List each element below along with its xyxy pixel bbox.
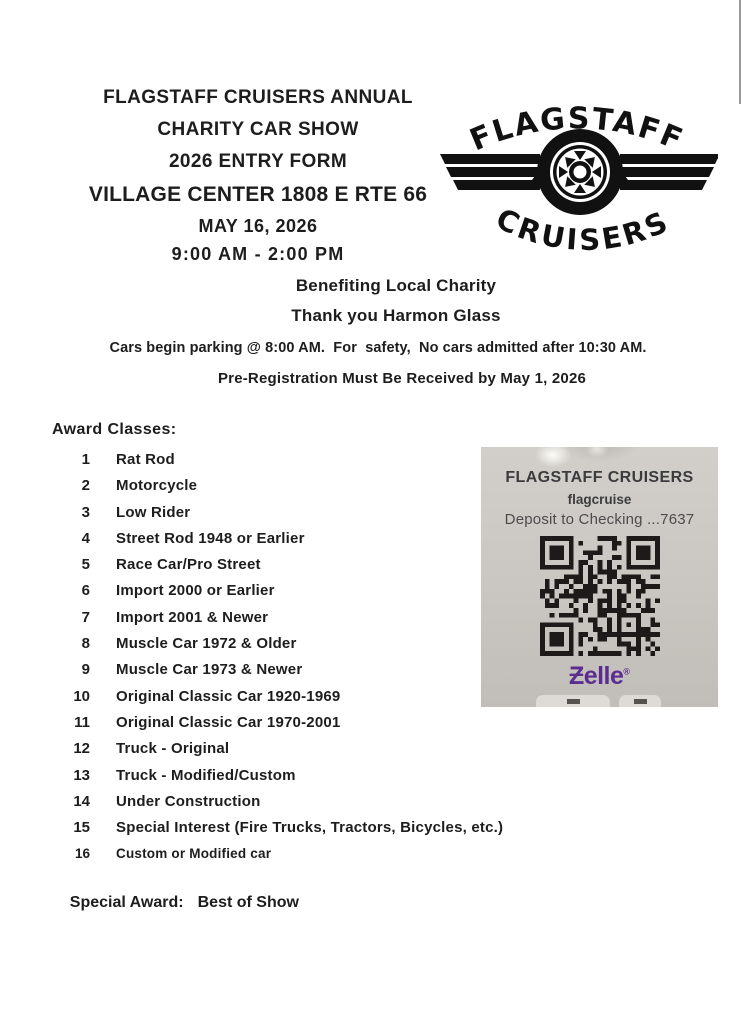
flyer-title-line: CHARITY CAR SHOW [157,119,359,140]
award-class-label: Original Classic Car 1970-2001 [116,713,341,731]
venue-line: VILLAGE CENTER 1808 E RTE 66 [88,183,428,206]
zelle-logo [481,662,718,691]
award-class-row [52,841,612,867]
award-class-label: Muscle Car 1972 & Older [116,635,297,653]
wing-left-icon [440,154,540,190]
zelle-payment-photo [481,447,718,707]
time-line: 9:00 AM - 2:00 PM [171,244,345,264]
award-class-label: Race Car/Pro Street [116,556,261,574]
button-glyph-icon [634,699,647,704]
award-class-number: 11 [74,713,90,731]
logo-arc-bottom-text: CRUISERS [490,201,676,256]
award-class-number: 14 [73,792,90,810]
qr-code [540,536,660,656]
zelle-deposit-line: Deposit to Checking ...7637 [504,511,695,528]
award-class-label: Street Rod 1948 or Earlier [116,529,305,547]
award-class-number: 2 [81,477,90,495]
wing-right-icon [620,154,718,190]
award-class-label: Custom or Modified car [116,846,272,862]
photo-partial-button-right [619,695,661,707]
award-class-number: 1 [81,451,90,468]
wheel-icon [537,129,623,215]
flyer-title-line: FLAGSTAFF CRUISERS ANNUAL [103,87,413,108]
date-line: MAY 16, 2026 [198,216,318,236]
award-classes-heading: Award Classes: [52,421,177,438]
award-class-number: 7 [81,608,90,626]
registered-trademark-icon: ® [623,666,631,677]
award-class-number: 4 [81,529,90,547]
title-block [58,82,458,268]
parking-line: Cars begin parking @ 8:00 AM. For safety, No cars admitted after 10:30 AM. [109,340,647,356]
award-class-row [52,710,612,736]
award-class-label: Low Rider [116,503,191,521]
preregistration-line: Pre-Registration Must Be Received by May 1, 2026 [217,370,587,387]
special-award-label: Special Award: [69,894,184,911]
button-glyph-icon [567,699,580,704]
award-class-number: 8 [81,635,90,653]
thanks-line: Thank you Harmon Glass [291,306,501,325]
award-class-number: 16 [74,846,90,862]
flagstaff-cruisers-logo [434,84,718,256]
award-class-label: Truck - Modified/Custom [116,766,296,784]
award-class-number: 13 [73,766,90,784]
award-class-label: Rat Rod [116,451,175,468]
award-class-row [52,815,612,841]
special-award-line [52,876,299,930]
award-class-label: Truck - Original [116,740,230,758]
award-class-number: 15 [73,819,90,837]
award-class-number: 12 [73,740,90,758]
zelle-handle: flagcruise [567,492,632,507]
award-class-label: Special Interest (Fire Trucks, Tractors, Bicycles, etc.) [116,819,504,837]
award-class-label: Import 2001 & Newer [116,608,269,626]
award-class-label: Original Classic Car 1920-1969 [116,687,341,705]
special-award-value: Best of Show [197,894,299,911]
award-class-row [52,763,612,789]
award-class-label: Import 2000 or Earlier [116,582,275,600]
flyer-title-line: 2026 ENTRY FORM [168,151,348,172]
award-class-number: 3 [81,503,90,521]
award-class-number: 5 [81,556,90,574]
logo-arc-top-text: FLAGSTAFF [465,101,689,159]
award-class-label: Under Construction [116,792,261,810]
award-class-row [52,736,612,762]
award-class-number: 10 [73,687,90,705]
award-class-label: Motorcycle [116,477,198,495]
zelle-account-title: FLAGSTAFF CRUISERS [505,469,694,486]
scan-artifact-line [739,0,741,104]
zelle-wordmark: Ƶelle [568,662,624,690]
award-class-label: Muscle Car 1973 & Newer [116,661,303,679]
award-class-number: 9 [81,661,90,679]
award-class-number: 6 [81,582,90,600]
award-class-row [52,789,612,815]
benefiting-line: Benefiting Local Charity [295,276,497,295]
photo-partial-button-left [536,695,610,707]
